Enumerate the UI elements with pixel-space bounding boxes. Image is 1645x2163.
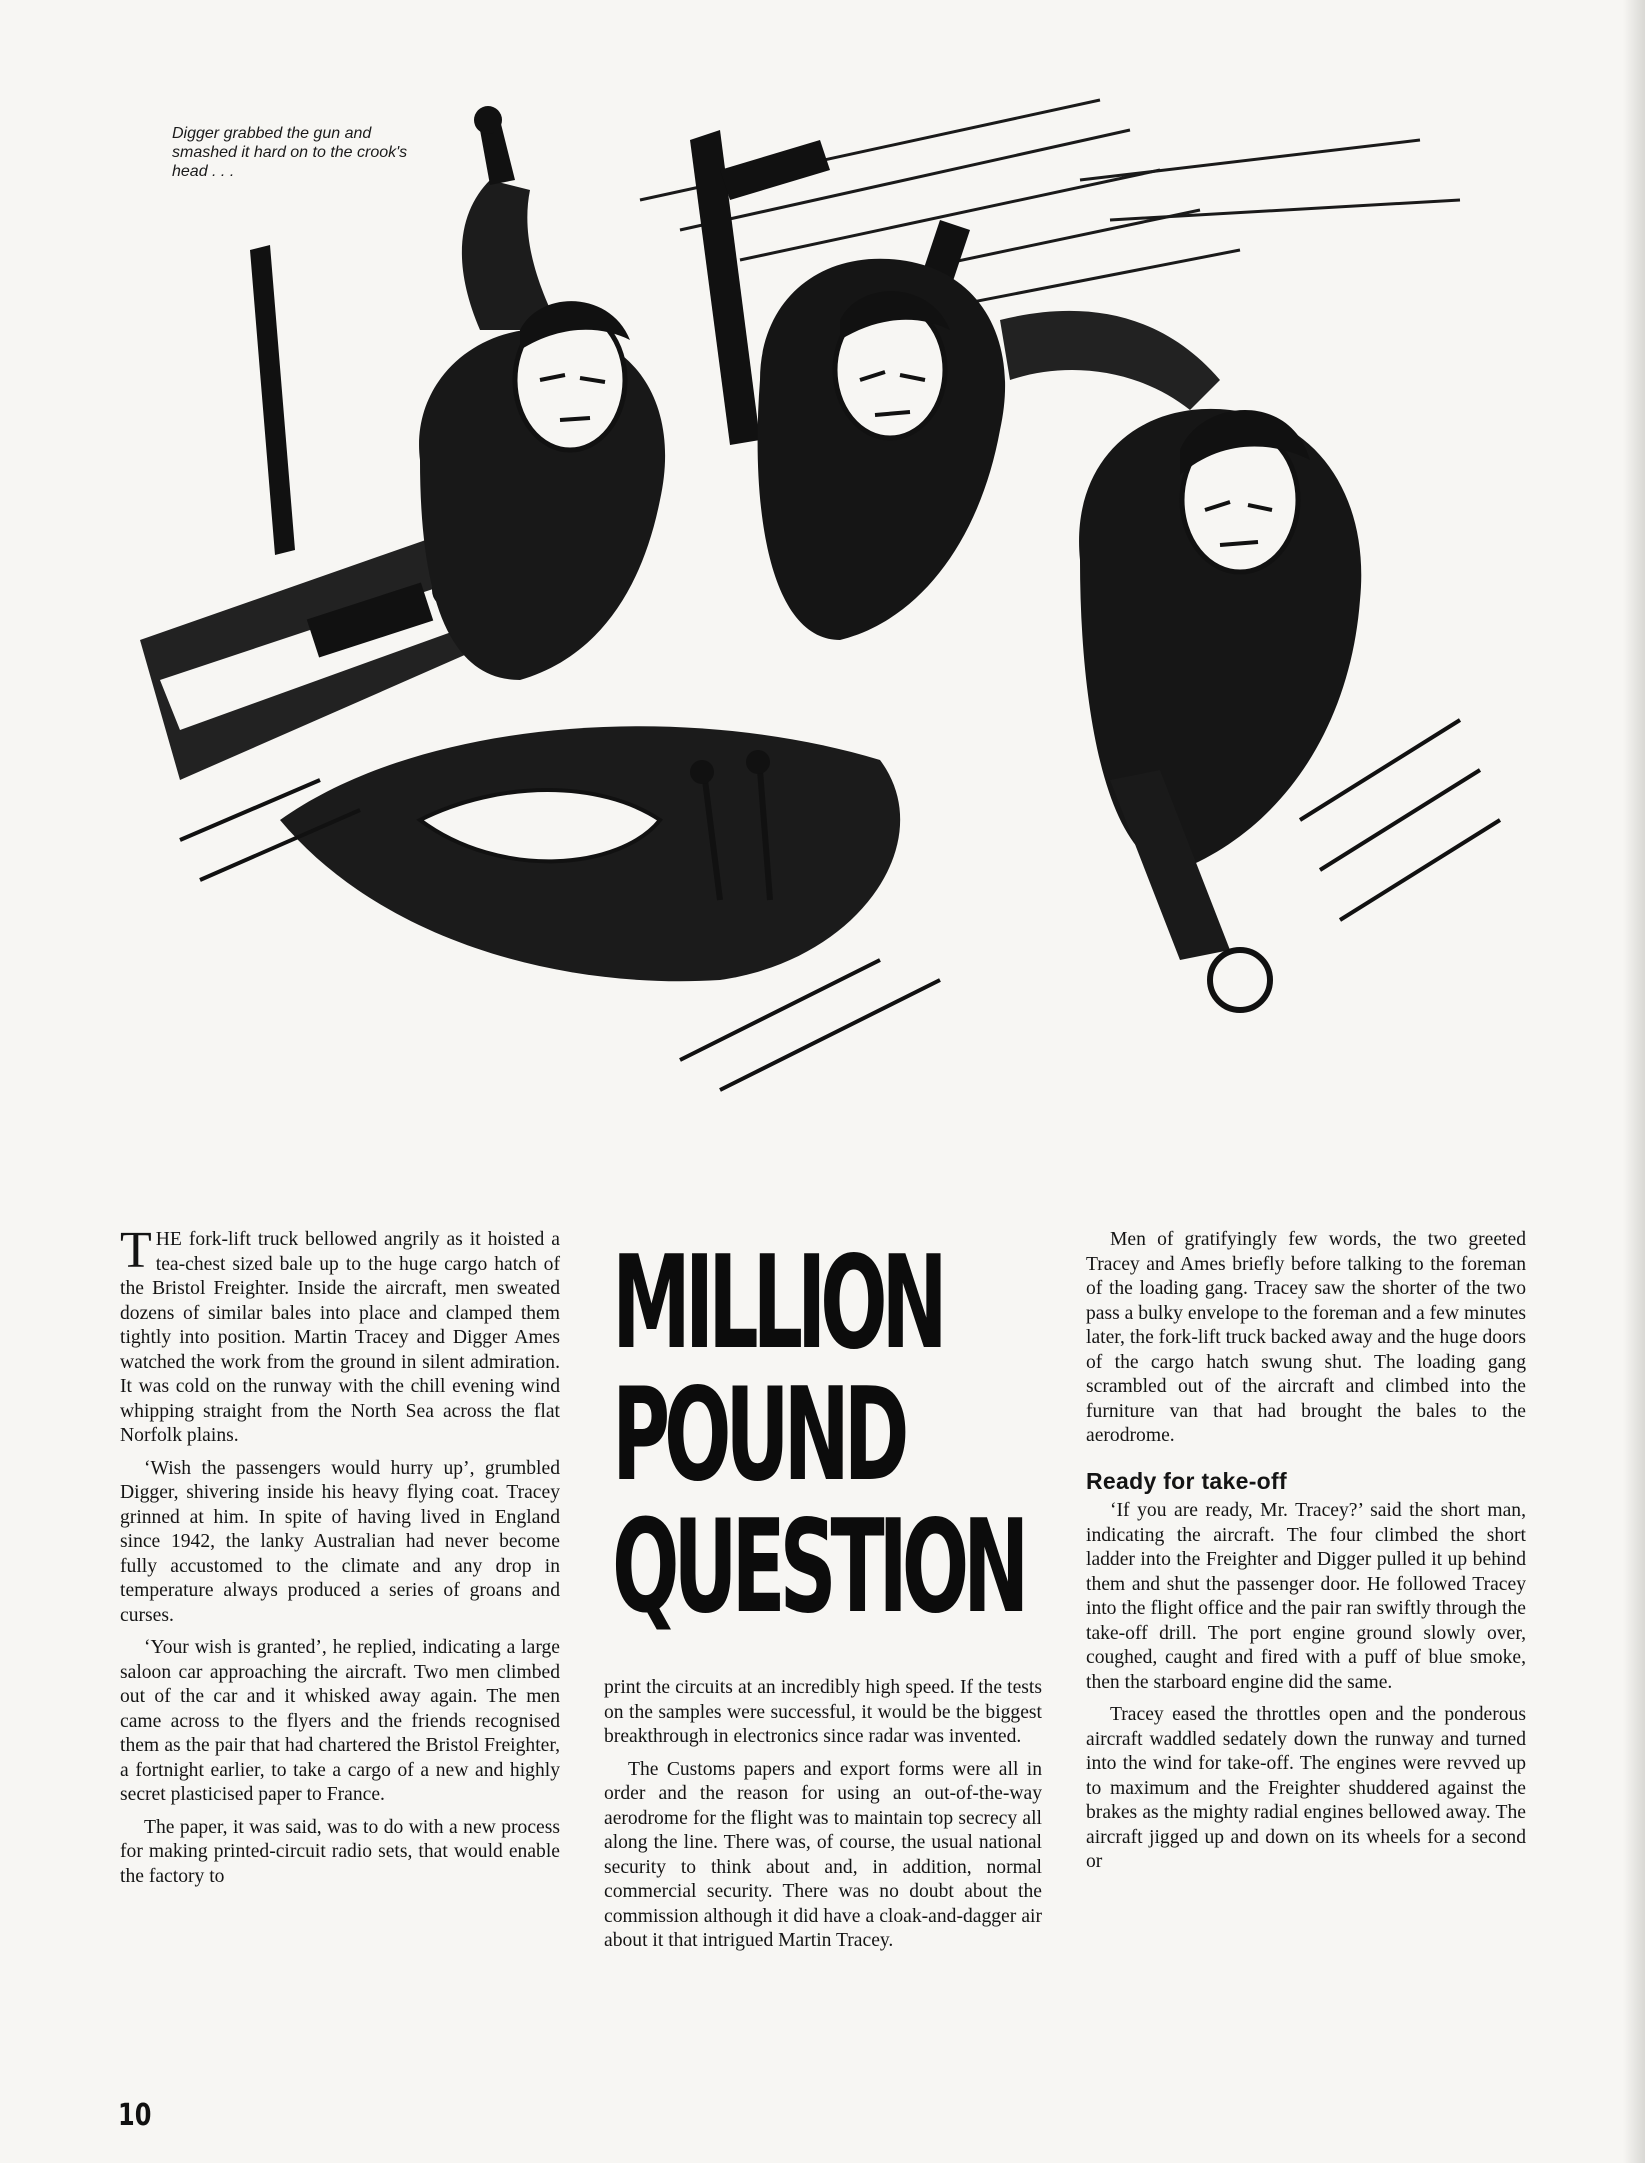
article-column-3 [1086,1228,1526,1883]
article-paragraph: ‘Wish the passengers would hurry up’, grumbled Digger, shivering inside his heavy flying coat. Tracey grinned at him. In spite of having lived in England since 1942, the lanky Australian had never become fully accustomed to the climate and any drop in temperature always produced a series of groans and curses. [120,1457,560,1626]
page-number: 10 [118,2098,152,2133]
cockpit-fight-illustration [120,80,1540,1170]
article-paragraph: Men of gratifyingly few words, the two greeted Tracey and Ames briefly before talking to the foreman of the loading gang. Tracey saw the shorter of the two pass a bulky envelope to the foreman and a few minutes later, the fork-lift truck backed away and the huge doors of the cargo hatch swung shut. The loading gang scrambled out of the aircraft and climbed into the furniture van that had brought the bales to the aerodrome. [1086,1229,1526,1446]
subheading: Ready for take-off [1086,1467,1287,1494]
article-paragraph: The paper, it was said, was to do with a new process for making printed-circuit radio sets, that would enable the factory to [120,1816,560,1887]
title-line-1: MILLION [612,1229,942,1378]
article-paragraph [120,1222,560,1449]
page-edge-shadow [1623,0,1645,2163]
story-title [612,1229,1032,1642]
title-line-3: QUESTION [612,1493,1024,1642]
title-line-2: POUND [612,1361,904,1510]
article-column-1 [120,1222,560,1897]
paragraph-text: HE fork-lift truck bellowed angrily as it hoisted a tea-chest sized bale up to the huge cargo hatch of the Bristol Freighter. Inside the aircraft, men sweated dozens of similar bales into place and clamped them tightly into position. Martin Tracey and Digger Ames watched the work from the ground in silent admiration. It was cold on the runway with the chill evening wind whipping straight from the North Sea across the flat Norfolk plains. [120,1229,560,1446]
article-column-2 [604,1676,1042,1962]
article-paragraph: Tracey eased the throttles open and the ponderous aircraft waddled sedately down the runway and turned into the wind for take-off. The engines were revved up to maximum and the Freighter shuddered against the brakes as the mighty radial engines bellowed away. The aircraft jigged up and down on its wheels for a second or [1086,1704,1526,1872]
article-paragraph: print the circuits at an incredibly high speed. If the tests on the samples were successful, it would be the biggest breakthrough in electronics since radar was invented. [604,1677,1042,1747]
article-paragraph: The Customs papers and export forms were all in order and the reason for using an out-of-the-way aerodrome for the flight was to maintain top secrecy all along the line. There was, of course, the usual national security to think about and, in addition, normal commercial security. There was no doubt about the commission although it did have a cloak-and-dagger air about it that intrigued Martin Tracey. [604,1758,1042,1951]
drop-cap: T [120,1222,152,1279]
article-paragraph: ‘Your wish is granted’, he replied, indicating a large saloon car approaching the aircraft. Two men climbed out of the car and it whisked away again. The men came across to the flyers and the friends recognised them as the pair that had chartered the Bristol Freighter, a fortnight earlier, to take a cargo of a new and highly secret plasticised paper to France. [120,1637,560,1805]
illustration-caption: Digger grabbed the gun and smashed it hard on to the crook's head . . . [168,122,436,183]
article-paragraph: ‘If you are ready, Mr. Tracey?’ said the short man, indicating the aircraft. The four climbed the short ladder into the Freighter and Digger pulled it up behind them and shut the passenger door. He followed Tracey into the flight office and the pair ran swiftly through the take-off drill. The port engine ground slowly over, coughed, caught and fired with a puff of blue smoke, then the starboard engine did the same. [1086,1500,1526,1693]
